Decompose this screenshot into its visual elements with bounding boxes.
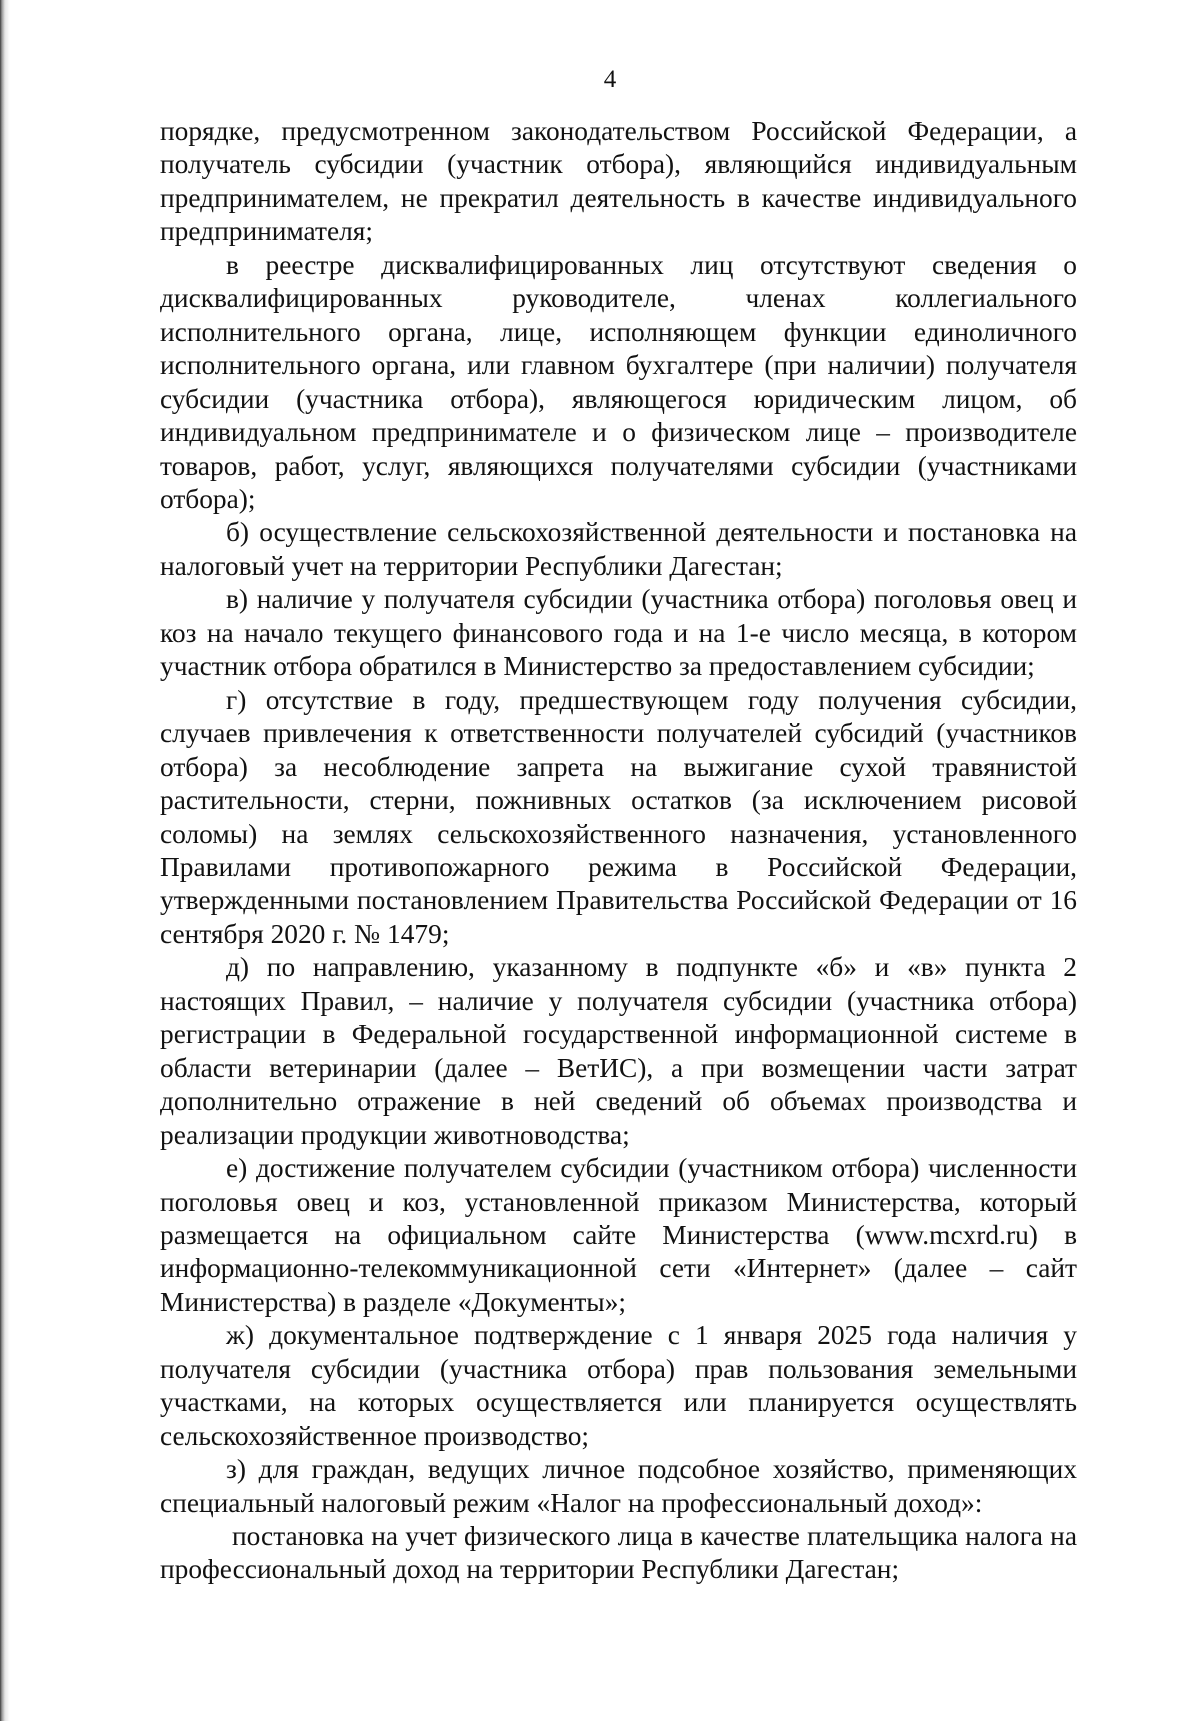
paragraph-tax-registration: постановка на учет физического лица в качестве плательщика налога на профессиональный доход на территории Республики Дагестан; [160, 1521, 1077, 1585]
paragraph-item-zh: ж) документальное подтверждение с 1 января 2025 года наличия у получателя субсидии (участника отбора) прав пользования земельными участками, на которых осуществляется или планируется осуществлять сельскохозяйственное производство; [160, 1320, 1077, 1451]
paragraph-continuation: порядке, предусмотренном законодательством Российской Федерации, а получатель субсидии (участник отбора), являющийся индивидуальным предпринимателем, не прекратил деятельность в качестве индивидуального предпринимателя; [160, 116, 1077, 247]
paragraph-item-g: г) отсутствие в году, предшествующем году получения субсидии, случаев привлечения к ответственности получателей субсидий (участников отбора) за несоблюдение запрета на выжигание сухой травянистой растительности, стерни, пожнивных остатков (за исключением рисовой соломы) на землях сельскохозяйственного назначения, установленного Правилами противопожарного режима в Российской Федерации, утвержденными постановлением Правительства Российской Федерации от 16 сентября 2020 г. № 1479; [160, 684, 1077, 949]
document-body [160, 115, 1077, 1587]
paragraph-item-e: е) достижение получателем субсидии (участником отбора) численности поголовья овец и коз, установленной приказом Министерства, который размещается на официальном сайте Министерства (www.mcxrd.ru) в информационно-телекоммуникационной сети «Интернет» (далее – сайт Министерства) в разделе «Документы»; [160, 1153, 1077, 1317]
paragraph-item-z: з) для граждан, ведущих личное подсобное хозяйство, применяющих специальный налоговый режим «Налог на профессиональный доход»: [160, 1454, 1077, 1518]
paragraph-registry-disqualified: в реестре дисквалифицированных лиц отсутствуют сведения о дисквалифицированных руководителе, членах коллегиального исполнительного органа, лице, исполняющем функции единоличного исполнительного органа, или главном бухгалтере (при наличии) получателя субсидии (участника отбора), являющегося юридическим лицом, об индивидуальном предпринимателе и о физическом лице – производителе товаров, работ, услуг, являющихся получателями субсидии (участниками отбора); [160, 249, 1077, 514]
paragraph-item-v: в) наличие у получателя субсидии (участника отбора) поголовья овец и коз на начало текущего финансового года и на 1-е число месяца, в котором участник отбора обратился в Министерство за предоставлением субсидии; [160, 584, 1077, 682]
paragraph-item-b: б) осуществление сельскохозяйственной деятельности и постановка на налоговый учет на территории Республики Дагестан; [160, 517, 1077, 581]
scan-edge-shadow [0, 0, 10, 1721]
paragraph-item-d: д) по направлению, указанному в подпункте «б» и «в» пункта 2 настоящих Правил, – наличие у получателя субсидии (участника отбора) регистрации в Федеральной государственной информационной системе в области ветеринарии (далее – ВетИС), а при возмещении части затрат дополнительно отражение в ней сведений об объемах производства и реализации продукции животноводства; [160, 952, 1077, 1150]
page-number: 4 [603, 66, 617, 93]
